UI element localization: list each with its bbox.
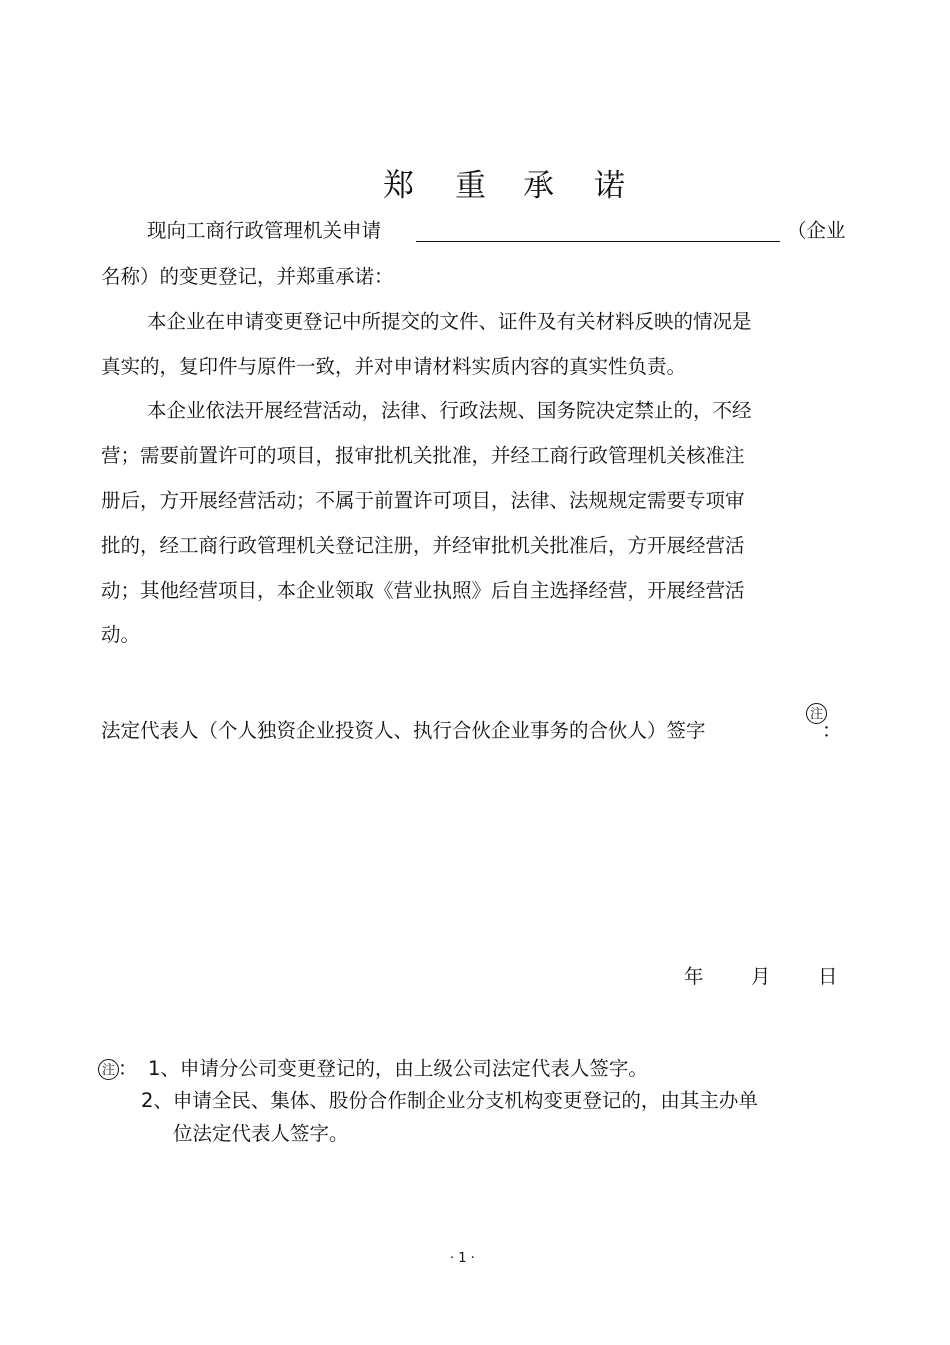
date-year: 年 (684, 965, 704, 988)
intro-line2: 名称）的变更登记，并郑重承诺： (101, 265, 394, 288)
para2-line2: 营；需要前置许可的项目，报审批机关批准，并经工商行政管理机关核准注 (101, 444, 745, 467)
para1-line2: 真实的，复印件与原件一致，并对申请材料实质内容的真实性负责。 (101, 355, 687, 378)
para2-line4: 批的，经工商行政管理机关登记注册，并经审批机关批准后，方开展经营活 (101, 534, 745, 557)
signature-colon: ： (822, 719, 842, 742)
notes-colon: ： (118, 1057, 138, 1080)
notes-mark-icon: 注 (98, 1059, 119, 1080)
para2-line3: 册后，方开展经营活动；不属于前置许可项目，法律、法规规定需要专项审 (101, 489, 745, 512)
note-item-2-line1: 2、申请全民、集体、股份合作制企业分支机构变更登记的，由其主办单 (141, 1089, 758, 1112)
para1-line1: 本企业在申请变更登记中所提交的文件、证件及有关材料反映的情况是 (147, 310, 752, 333)
para2-line6: 动。 (101, 623, 141, 646)
title-char-4: 诺 (594, 168, 627, 204)
para2-line5: 动；其他经营项目，本企业领取《营业执照》后自主选择经营，开展经营活 (101, 579, 745, 602)
title-char-3: 承 (523, 168, 556, 204)
document-title (0, 160, 950, 204)
signature-label: 法定代表人（个人独资企业投资人、执行合伙企业事务的合伙人）签字 (101, 719, 706, 742)
note-item-1: 1、申请分公司变更登记的，由上级公司法定代表人签字。 (148, 1057, 648, 1080)
title-char-2: 重 (455, 168, 488, 204)
note-mark-icon: 注 (806, 703, 827, 724)
company-name-blank[interactable] (416, 219, 780, 242)
intro-line1-prefix: 现向工商行政管理机关申请 (147, 219, 382, 242)
intro-line1-suffix: （企业 (787, 219, 846, 242)
para2-line1: 本企业依法开展经营活动，法律、行政法规、国务院决定禁止的，不经 (147, 399, 752, 422)
date-day: 日 (818, 965, 838, 988)
date-month: 月 (751, 965, 771, 988)
note-item-2-line2: 位法定代表人签字。 (173, 1122, 349, 1145)
page-number: · 1 · (450, 1251, 475, 1266)
title-char-1: 郑 (383, 168, 416, 204)
